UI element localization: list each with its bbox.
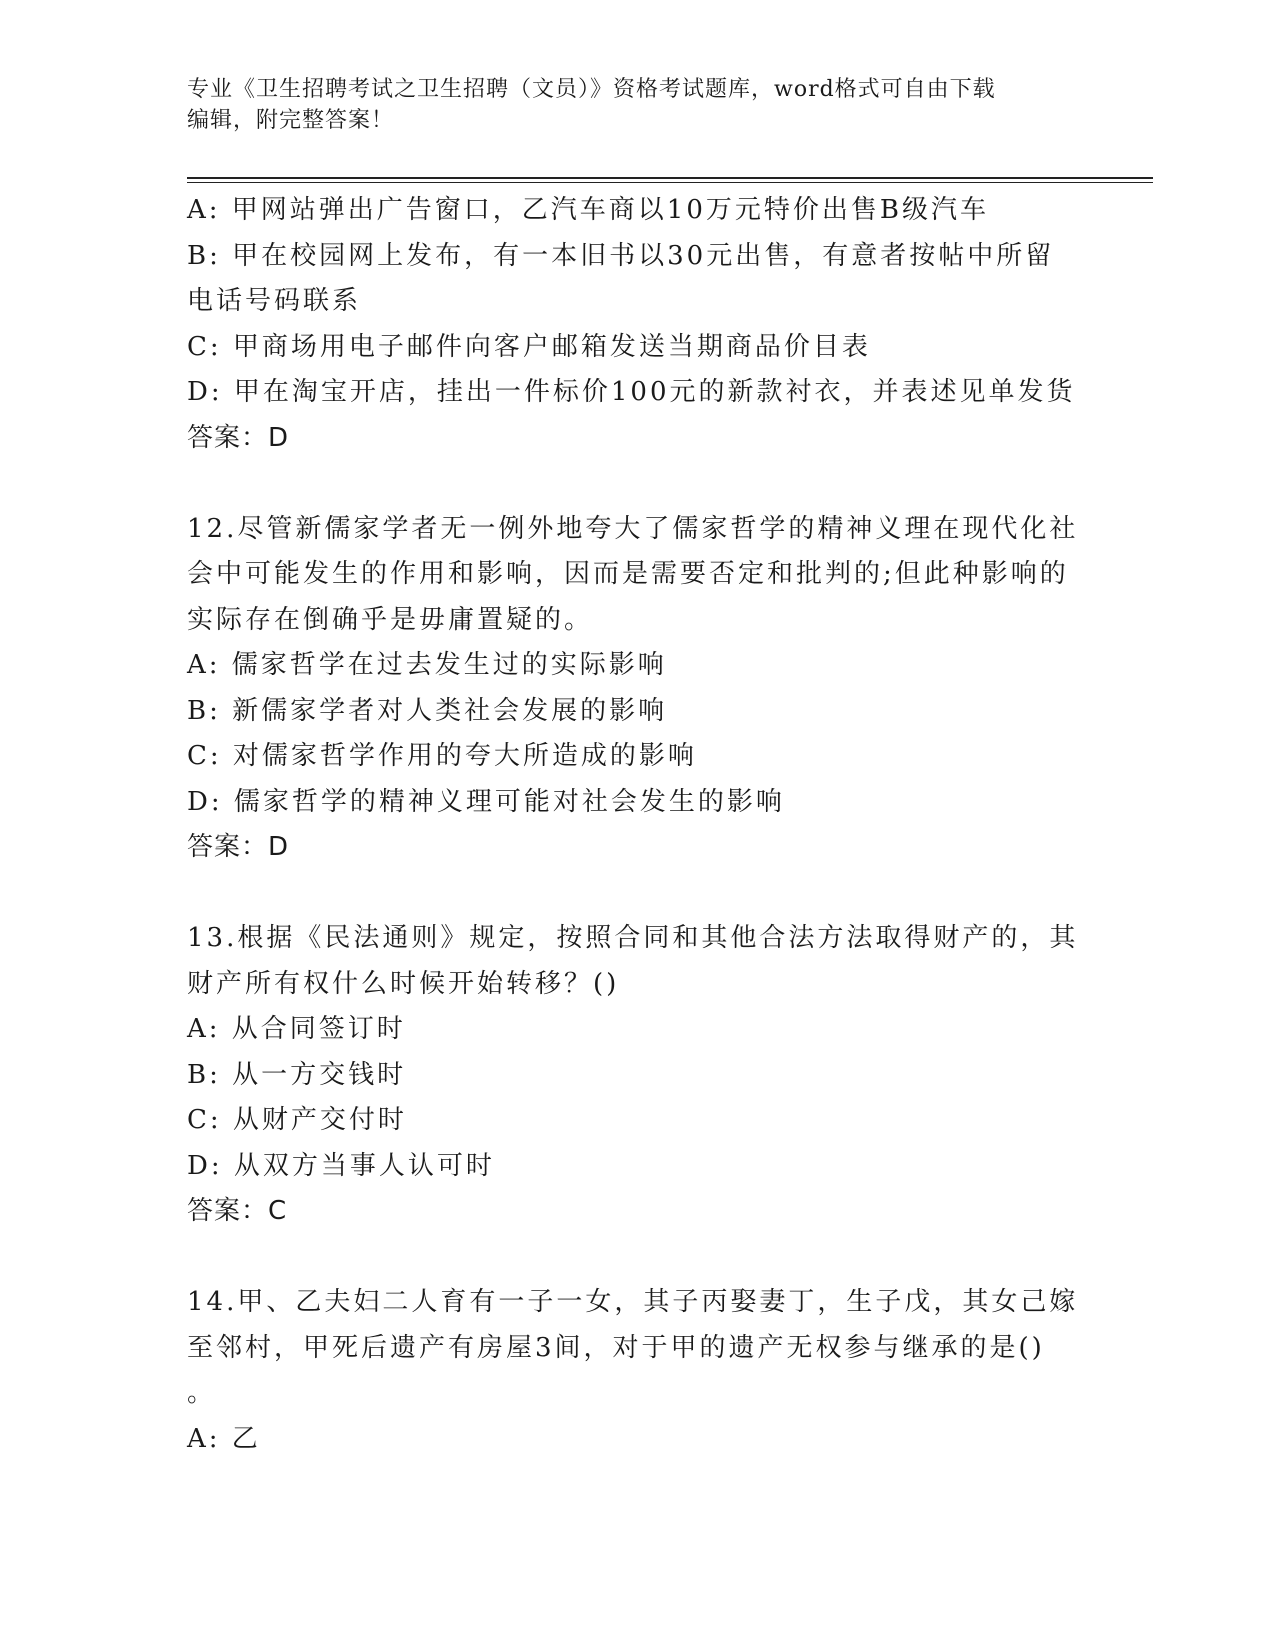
option-c: C: 甲商场用电子邮件向客户邮箱发送当期商品价目表	[187, 331, 871, 362]
option-b-continued: 电话号码联系	[187, 286, 362, 316]
option-a: A: 儒家哲学在过去发生过的实际影响	[187, 650, 667, 680]
question-stem: 13.根据《民法通则》规定，按照合同和其他合法方法取得财产的，其	[187, 923, 1079, 953]
question-stem: 。	[187, 1378, 217, 1408]
header-line-1: 专业《卫生招聘考试之卫生招聘（文员）》资格考试题库，word格式可自由下载	[187, 77, 996, 102]
option-c: C: 对儒家哲学作用的夸大所造成的影响	[187, 741, 697, 771]
question-stem: 财产所有权什么时候开始转移？()	[187, 968, 620, 999]
spacer	[187, 871, 1087, 917]
option-a: A: 从合同签订时	[187, 1014, 406, 1044]
question-stem: 14.甲、乙夫妇二人育有一子一女，其子丙娶妻丁，生子戊，其女己嫁	[187, 1287, 1079, 1317]
option-b: B: 甲在校园网上发布，有一本旧书以30元出售，有意者按帖中所留	[187, 240, 1055, 271]
header-rule-thick	[187, 177, 1153, 179]
header-line-2: 编辑，附完整答案！	[187, 108, 395, 133]
option-b: B: 从一方交钱时	[187, 1059, 407, 1090]
question-13	[187, 916, 1087, 1235]
option-d: D: 儒家哲学的精神义理可能对社会发生的影响	[187, 786, 785, 817]
question-11	[187, 188, 1087, 461]
answer: 答案：D	[187, 832, 290, 862]
question-14	[187, 1280, 1087, 1462]
option-d: D: 甲在淘宝开店，挂出一件标价100元的新款衬衣，并表述见单发货	[187, 377, 1076, 407]
question-content	[187, 188, 1087, 1462]
question-12	[187, 507, 1087, 871]
question-stem: 实际存在倒确乎是毋庸置疑的。	[187, 604, 594, 635]
spacer	[187, 1235, 1087, 1281]
header-rule-thin	[187, 182, 1153, 183]
spacer	[187, 461, 1087, 507]
question-stem: 12.尽管新儒家学者无一例外地夸大了儒家哲学的精神义理在现代化社	[187, 513, 1079, 544]
answer: 答案：C	[187, 1196, 288, 1226]
option-b: B: 新儒家学者对人类社会发展的影响	[187, 695, 668, 726]
option-d: D: 从双方当事人认可时	[187, 1150, 495, 1181]
question-stem: 至邻村，甲死后遗产有房屋3间，对于甲的遗产无权参与继承的是()	[187, 1332, 1045, 1363]
option-c: C: 从财产交付时	[187, 1105, 407, 1135]
option-a: A: 乙	[187, 1423, 261, 1454]
document-header	[187, 74, 1067, 136]
option-a: A: 甲网站弹出广告窗口，乙汽车商以10万元特价出售B级汽车	[187, 195, 989, 225]
question-stem: 会中可能发生的作用和影响，因而是需要否定和批判的;但此种影响的	[187, 559, 1069, 589]
answer: 答案：D	[187, 422, 290, 453]
